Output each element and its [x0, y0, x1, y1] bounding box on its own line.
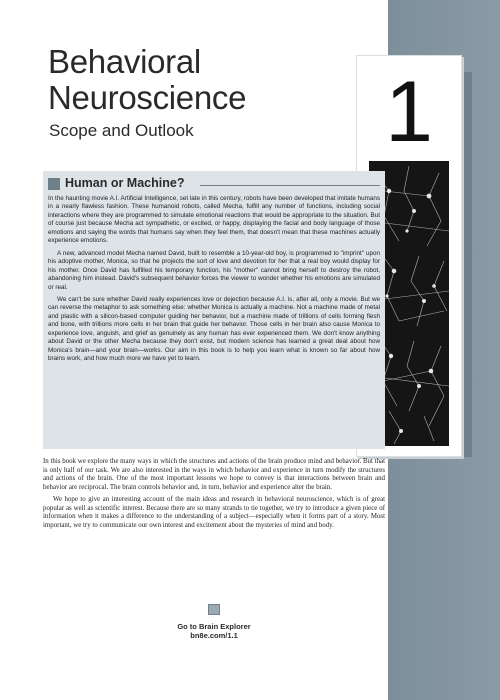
chapter-subtitle: Scope and Outlook — [49, 121, 194, 140]
brain-explorer-link[interactable] — [110, 602, 318, 640]
box-paragraph: We can't be sure whether David really experiences love or dejection because A.I. is, after all, only a movie. But we can reverse the metaphor to ask something else: whether Monica is actually a machine. Not a machine made of metal and plastic with a silicon-based computer guiding her behavior, but a machine made of trillions of cells forming flesh and bone, with trillions more cells in her brain that guide her behavior. Those cells in her brain also cause Monica to experience love, anguish, and grief as genuinely as any human has ever experienced them. We don't know anything about David or the other Mecha because they don't exist, but modern science has learned a great deal about how Monica's brain—and your brain—works. Our aim in this book is to help you learn what is known so far about how brains work, and how much more we have yet to learn. — [48, 295, 380, 363]
main-paragraph: We hope to give an interesting account of the main ideas and research in behavioral neuroscience, which is of great popular as well as scientific interest. Because there are so many strands to tie together, we try to introduce a given piece of information when it makes a difference to the understanding of a subject—especially when it forms part of a story. Most important, we try to communicate our own interest and excitement about the mysteries of mind and body. — [43, 495, 385, 529]
human-or-machine-box — [43, 171, 385, 449]
chapter-number: 1 — [385, 64, 433, 160]
box-title-rule — [200, 185, 380, 186]
box-paragraph: In the haunting movie A.I. Artificial Intelligence, set late in this century, robots have been developed that imitate humans in a nearly flawless fashion. These humanoid robots, called Mecha, fulfill any number of functions, including social interactions where they are programmed to simulate emotional reactions that would be appropriate to the situation. But of course just because Mecha act sympathetic, or excited, or happy, displaying the facial and body language of those emotions and saying the words that humans say when they feel them, that doesn't mean that these machines actually experience emotions. — [48, 195, 380, 245]
main-paragraph: In this book we explore the many ways in which the structures and actions of the brain produce mind and behavior. But that is only half of our task. We are also interested in the ways in which behavior and experience in turn modify the structures and actions of the brain. One of the most important lessons we hope to convey is that interactions between brain and behavior are reciprocal. The brain controls behavior and, in turn, behavior and experience alter the brain. — [43, 458, 385, 492]
chapter-title-line2: Neuroscience — [48, 79, 247, 116]
brain-explorer-url[interactable]: bn8e.com/1.1 — [190, 631, 238, 640]
square-bullet-icon — [48, 178, 60, 190]
box-paragraph: A new, advanced model Mecha named David, built to resemble a 10-year-old boy, is programmed to "imprint" upon his adoptive mother, Monica, so that he projects the sort of love and devotion for her that a real boy would display for his mother. Once David has fulfilled his temporary function, his "mother" cannot bring herself to destroy the robot, abandoning him instead. David's subsequent behavior forces the viewer to wonder whether his emotions are simulated or real. — [48, 249, 380, 291]
box-body — [48, 195, 380, 368]
chapter-title-line1: Behavioral — [48, 43, 201, 80]
box-title: Human or Machine? — [65, 176, 185, 190]
brain-explorer-label[interactable]: Go to Brain Explorer — [177, 622, 251, 631]
main-body — [43, 458, 385, 534]
chapter-title — [48, 44, 246, 116]
brain-explorer-icon — [208, 604, 220, 615]
box-header — [48, 176, 380, 192]
